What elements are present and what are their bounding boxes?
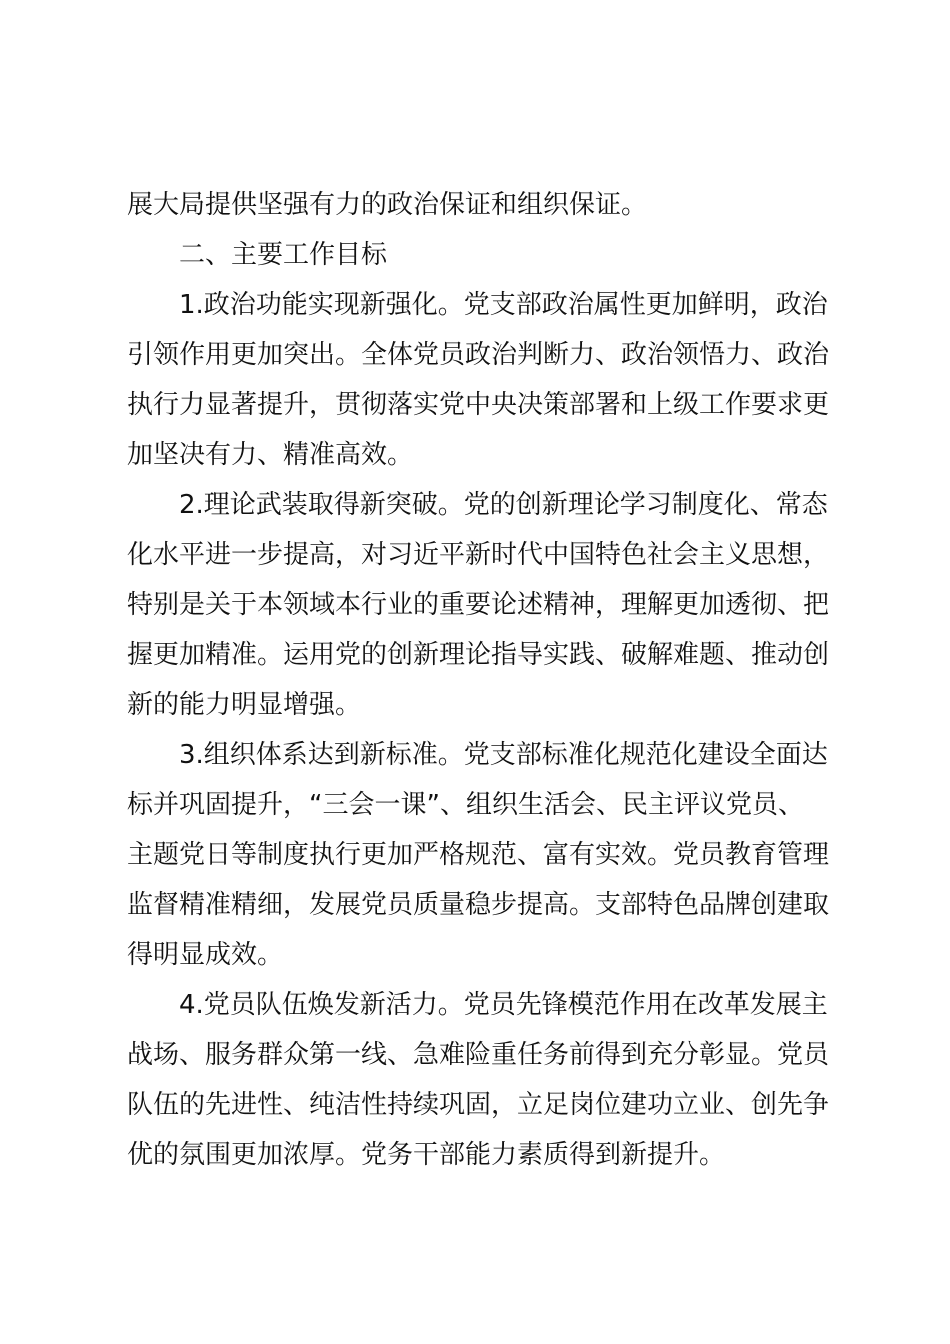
text-line: 战场、服务群众第一线、急难险重任务前得到充分彰显。党员: [127, 1040, 830, 1070]
text-line: 化水平进一步提高，对习近平新时代中国特色社会主义思想，: [127, 540, 830, 570]
heading-text: 二、主要工作目标: [179, 240, 388, 270]
text-line: 主题党日等制度执行更加严格规范、富有实效。党员教育管理: [127, 840, 830, 870]
text-line: 标并巩固提升，“三会一课”、组织生活会、民主评议党员、: [127, 790, 804, 820]
text-line: 引领作用更加突出。全体党员政治判断力、政治领悟力、政治: [127, 340, 830, 370]
text-line: 4.党员队伍焕发新活力。党员先锋模范作用在改革发展主: [179, 990, 828, 1020]
text-line: 新的能力明显增强。: [127, 690, 362, 720]
paragraph-goal-2: [127, 480, 833, 730]
text-line: 监督精准精细，发展党员质量稳步提高。支部特色品牌创建取: [127, 890, 830, 920]
paragraph-goal-4: [127, 980, 833, 1180]
text-line: 执行力显著提升，贯彻落实党中央决策部署和上级工作要求更: [127, 390, 830, 420]
text-line: 加坚决有力、精准高效。: [127, 440, 414, 470]
text-line: 1.政治功能实现新强化。党支部政治属性更加鲜明，政治: [179, 290, 828, 320]
text-line: 握更加精准。运用党的创新理论指导实践、破解难题、推动创: [127, 640, 830, 670]
text-line: 优的氛围更加浓厚。党务干部能力素质得到新提升。: [127, 1140, 726, 1170]
text-line: 特别是关于本领域本行业的重要论述精神，理解更加透彻、把: [127, 590, 830, 620]
document-page: [127, 180, 833, 1180]
paragraph-goal-1: [127, 280, 833, 480]
text-line: 3.组织体系达到新标准。党支部标准化规范化建设全面达: [179, 740, 828, 770]
paragraph-goal-3: [127, 730, 833, 980]
section-heading: [127, 230, 833, 280]
paragraph-intro-tail: [127, 180, 833, 230]
text-line: 队伍的先进性、纯洁性持续巩固，立足岗位建功立业、创先争: [127, 1090, 830, 1120]
text-line: 得明显成效。: [127, 940, 284, 970]
text-line: 2.理论武装取得新突破。党的创新理论学习制度化、常态: [179, 490, 828, 520]
text-line: 展大局提供坚强有力的政治保证和组织保证。: [127, 190, 648, 220]
